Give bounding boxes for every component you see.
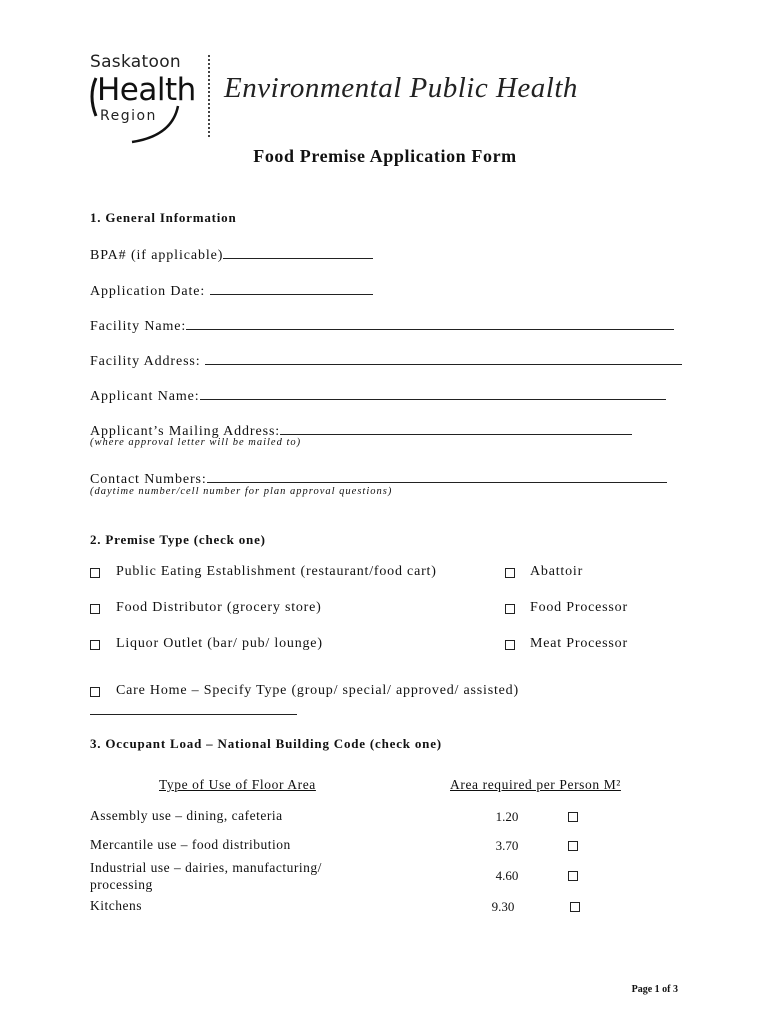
table-row-type: Assembly use – dining, cafeteria — [90, 808, 283, 823]
bpa-label: BPA# (if applicable) — [90, 248, 224, 263]
liquor-outlet-label: Liquor Outlet (bar/ pub/ lounge) — [116, 636, 323, 651]
facility-name-field — [90, 315, 674, 335]
facility-address-field — [90, 350, 682, 370]
application-date-field — [90, 280, 373, 300]
mailing-address-input[interactable] — [280, 420, 632, 435]
department-name: Environmental Public Health — [224, 72, 578, 104]
public-eating-label: Public Eating Establishment (restaurant/food cart) — [116, 564, 437, 579]
liquor-outlet-checkbox[interactable] — [90, 640, 100, 650]
table-row-type: Kitchens — [90, 898, 142, 913]
contact-numbers-note: (daytime number/cell number for plan approval questions) — [90, 486, 393, 497]
bpa-field — [90, 244, 373, 264]
application-date-input[interactable] — [210, 280, 373, 295]
applicant-name-input[interactable] — [200, 385, 666, 400]
food-distributor-checkbox[interactable] — [90, 604, 100, 614]
contact-numbers-field — [90, 468, 667, 488]
form-title: Food Premise Application Form — [253, 146, 517, 166]
health-region-logo — [88, 52, 206, 142]
header-divider — [208, 55, 210, 137]
section1-heading: 1. General Information — [90, 210, 237, 225]
food-processor-label: Food Processor — [530, 600, 628, 615]
logo-text-health: Health — [97, 72, 196, 108]
facility-address-label: Facility Address: — [90, 354, 201, 369]
care-home-type-input[interactable] — [90, 714, 297, 715]
table-row-type: Mercantile use – food distribution — [90, 837, 291, 852]
table-row-area: 3.70 — [495, 838, 519, 853]
contact-numbers-input[interactable] — [207, 468, 667, 483]
food-processor-checkbox[interactable] — [505, 604, 515, 614]
table-row-type: Industrial use – dairies, manufacturing/ processing — [90, 860, 322, 892]
mailing-address-note: (where approval letter will be mailed to) — [90, 437, 302, 448]
facility-address-input[interactable] — [205, 350, 682, 365]
page-number: Page 1 of 3 — [631, 984, 678, 995]
meat-processor-checkbox[interactable] — [505, 640, 515, 650]
application-date-label: Application Date: — [90, 284, 206, 299]
care-home-checkbox[interactable] — [90, 687, 100, 697]
section3-heading: 3. Occupant Load – National Building Code (check one) — [90, 736, 442, 751]
table-row-area: 4.60 — [495, 868, 519, 883]
food-distributor-label: Food Distributor (grocery store) — [116, 600, 322, 615]
logo-text-region: Region — [100, 108, 157, 124]
occupancy-checkbox[interactable] — [568, 841, 578, 851]
facility-name-input[interactable] — [186, 315, 674, 330]
mailing-address-label: Applicant’s Mailing Address: — [90, 424, 281, 439]
column-header-type: Type of Use of Floor Area — [159, 777, 316, 792]
occupancy-checkbox[interactable] — [570, 902, 580, 912]
column-header-area: Area required per Person M² — [450, 777, 621, 792]
applicant-name-field — [90, 385, 666, 405]
logo-text-saskatoon: Saskatoon — [90, 52, 181, 72]
section2-heading: 2. Premise Type (check one) — [90, 532, 266, 547]
table-row-area: 9.30 — [491, 899, 515, 914]
facility-name-label: Facility Name: — [90, 319, 187, 334]
bpa-input[interactable] — [223, 244, 373, 259]
public-eating-checkbox[interactable] — [90, 568, 100, 578]
table-row-area: 1.20 — [495, 809, 519, 824]
applicant-name-label: Applicant Name: — [90, 389, 200, 404]
meat-processor-label: Meat Processor — [530, 636, 628, 651]
abattoir-checkbox[interactable] — [505, 568, 515, 578]
occupancy-checkbox[interactable] — [568, 871, 578, 881]
occupancy-checkbox[interactable] — [568, 812, 578, 822]
contact-numbers-label: Contact Numbers: — [90, 472, 207, 487]
care-home-label: Care Home – Specify Type (group/ special/ approved/ assisted) — [116, 683, 519, 698]
abattoir-label: Abattoir — [530, 564, 584, 579]
